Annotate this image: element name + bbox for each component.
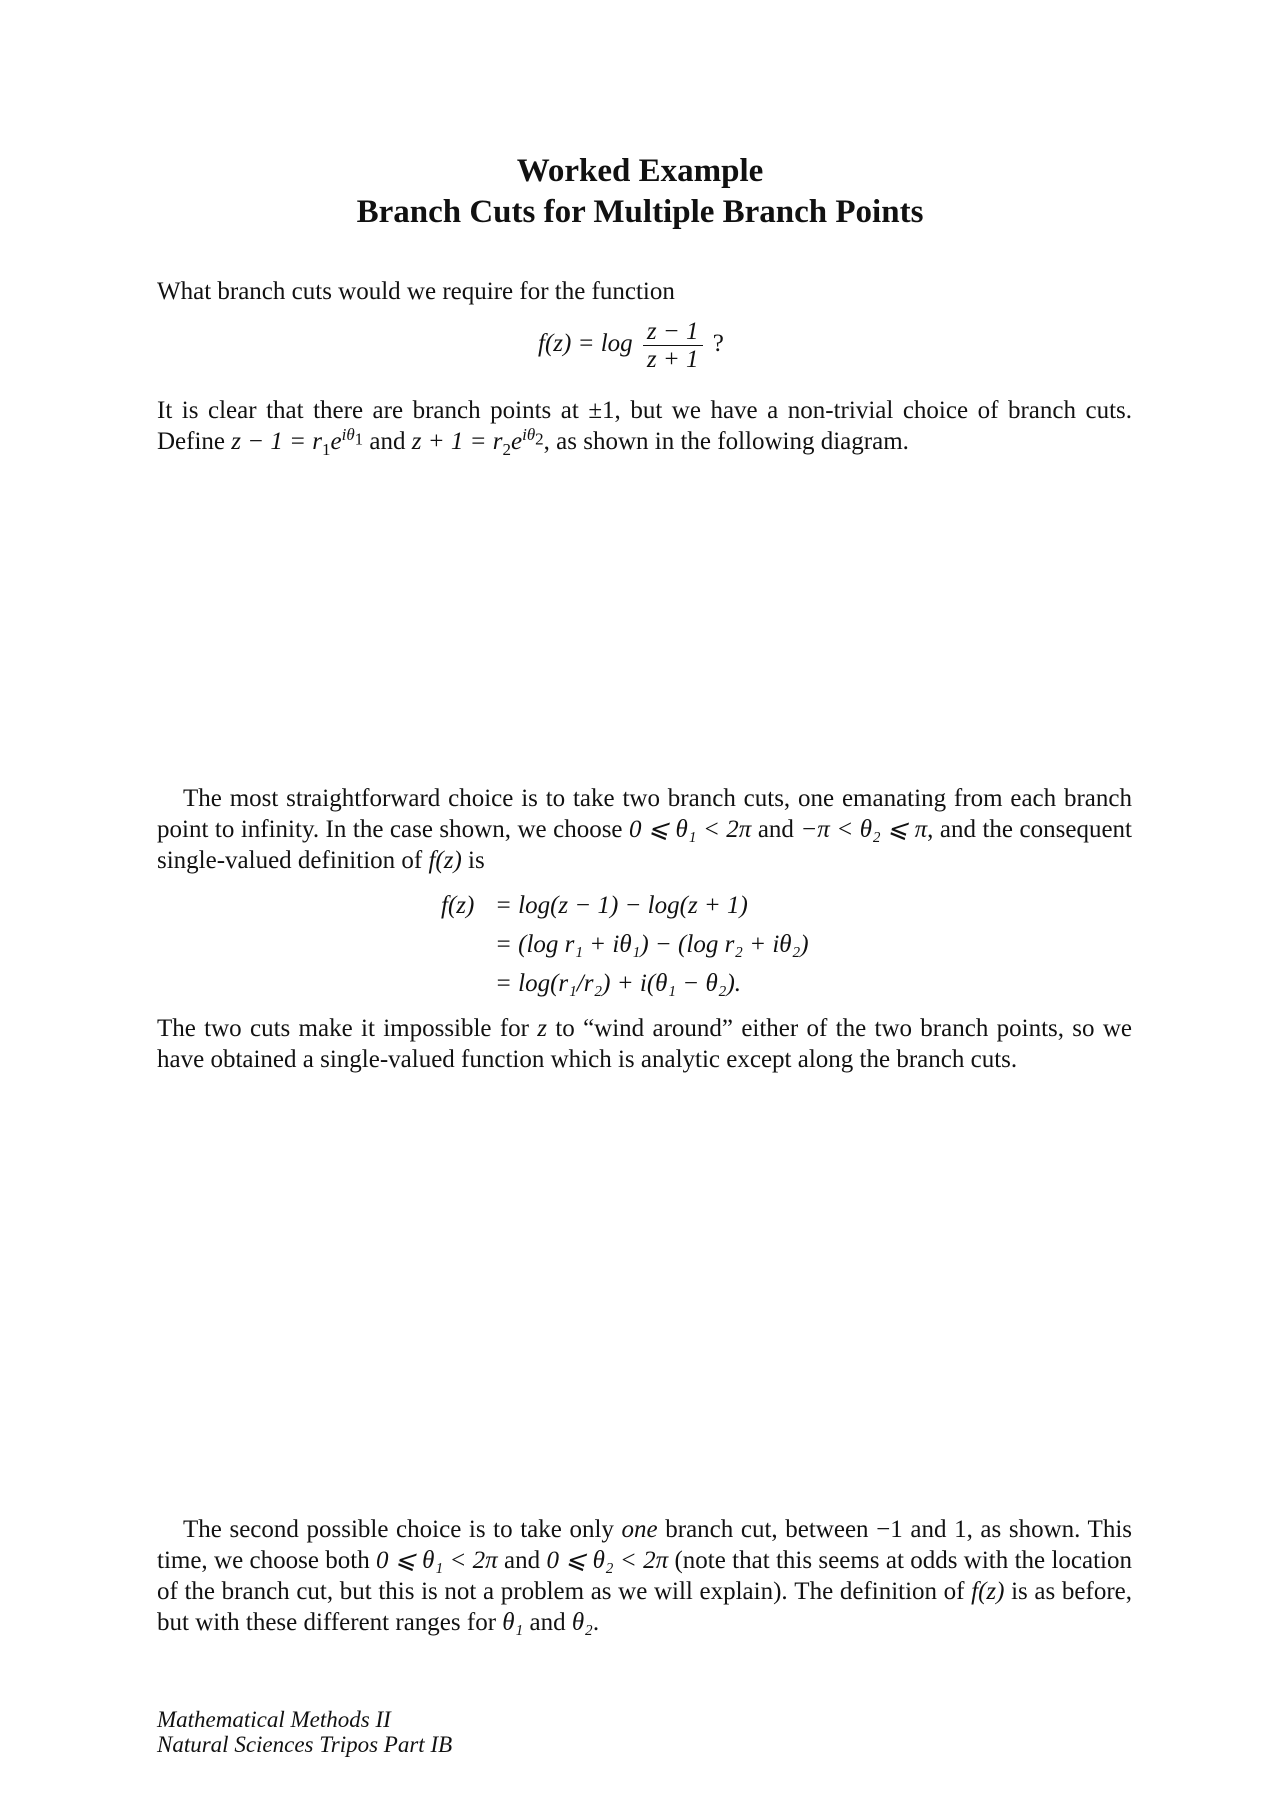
fraction-denominator: z + 1 xyxy=(646,346,699,373)
equation-fraction xyxy=(643,318,703,373)
page-subtitle: Branch Cuts for Multiple Branch Points xyxy=(356,194,924,230)
eq-line-3: = log(r₁/r₂) + i(θ₁ − θ₂). xyxy=(495,970,742,997)
fraction-numerator: z − 1 xyxy=(643,318,703,346)
footer-course: Mathematical Methods II xyxy=(157,1707,391,1732)
eq-line-2: = (log r₁ + iθ₁) − (log r₂ + iθ₂) xyxy=(495,931,809,958)
equation-lhs: f(z) = log xyxy=(538,330,633,358)
footer-tripos: Natural Sciences Tripos Part IB xyxy=(157,1732,453,1757)
intro-paragraph: It is clear that there are branch points at ±1, but we have a non-trivial choice of branch cuts. Define $z - 1 = r_1e^{i\theta_1}$ and $z + 1 = r_2e^{i\theta_2}$, as shown in the following diagram. xyxy=(157,397,1132,459)
section1-conclusion: The two cuts make it impossible for z to “wind around” either of the two branch points, so we have obtained a single-valued function which is analytic except along the branch cuts. xyxy=(157,1015,1132,1073)
intro-question: What branch cuts would we require for the function xyxy=(157,278,675,305)
section1-paragraph: The most straightforward choice is to take two branch cuts, one emanating from each branch point to infinity. In the case shown, we choose 0 ⩽ θ₁ < 2π and −π < θ₂ ⩽ π, and the consequent single-valued definition of f(z) is xyxy=(157,785,1132,874)
eq-line-1: = log(z − 1) − log(z + 1) xyxy=(495,892,748,919)
eq-line-1-lhs: f(z) xyxy=(441,892,475,919)
page-title: Worked Example xyxy=(516,153,764,189)
equation-trail: ? xyxy=(712,330,724,358)
section2-paragraph: The second possible choice is to take only one branch cut, between −1 and 1, as shown. This time, we choose both 0 ⩽ θ₁ < 2π and 0 ⩽ θ₂ < 2π (note that this seems at odds with the location of the branch cut, but this is not a problem as we will explain). The definition of f(z) is as before, but with these different ranges for θ₁ and θ₂. xyxy=(157,1516,1132,1636)
function-equation xyxy=(538,318,724,373)
